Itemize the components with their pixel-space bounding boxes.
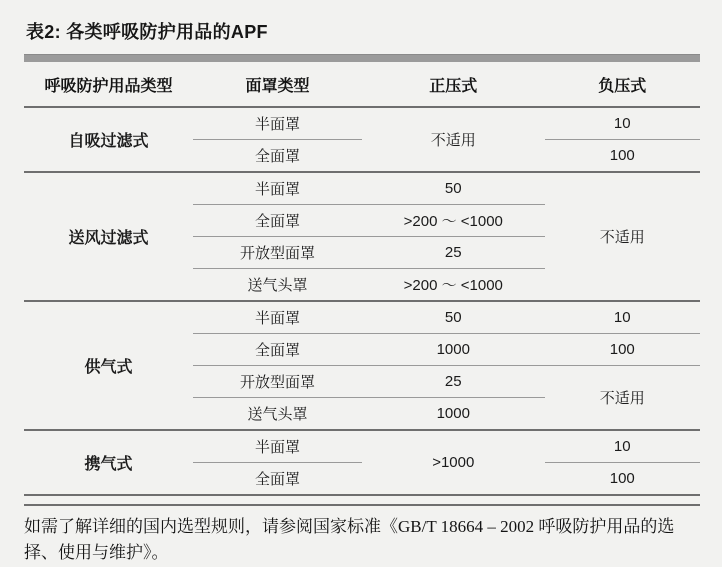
cell-negative-pressure: 10 [545,430,700,463]
cell-negative-pressure: 10 [545,107,700,140]
cell-positive-pressure: 25 [362,366,545,398]
cell-mask-type: 开放型面罩 [193,237,362,269]
cell-positive-pressure: 不适用 [430,132,476,149]
column-header-mask-type: 面罩类型 [193,62,362,107]
title-divider [24,54,700,62]
cell-positive-pressure: 1000 [436,405,470,422]
apf-table [24,62,700,496]
cell-equipment-type: 供气式 [24,301,193,430]
cell-mask-type: 开放型面罩 [193,366,362,398]
cell-mask-type: 半面罩 [193,107,362,140]
cell-mask-type: 送气头罩 [247,277,308,294]
cell-mask-type: 全面罩 [193,205,362,237]
cell-negative-pressure: 100 [545,463,700,496]
table-row [24,172,700,205]
cell-mask-type: 全面罩 [193,463,362,496]
cell-positive-pressure: >200 ～ <1000 [362,205,545,237]
cell-equipment-type: 自吸过滤式 [68,133,149,150]
cell-positive-pressure: 25 [362,237,545,269]
cell-negative-pressure: 不适用 [545,172,700,301]
cell-equipment-type: 送风过滤式 [24,172,193,301]
cell-mask-type: 全面罩 [193,334,362,366]
cell-negative-pressure: 10 [545,301,700,334]
cell-mask-type: 半面罩 [193,430,362,463]
page-title: 表2: 各类呼吸防护用品的APF [26,22,268,42]
cell-negative-pressure: 不适用 [599,390,645,407]
cell-mask-type: 送气头罩 [247,406,308,423]
cell-mask-type: 半面罩 [193,172,362,205]
column-header-negative-pressure: 负压式 [545,62,700,107]
cell-equipment-type: 携气式 [24,430,193,495]
cell-mask-type: 全面罩 [254,148,300,165]
cell-mask-type: 半面罩 [193,301,362,334]
table-header [24,62,700,107]
cell-negative-pressure: 100 [545,334,700,366]
table-body [24,107,700,495]
cell-positive-pressure: 1000 [362,334,545,366]
table-row [24,301,700,334]
cell-negative-pressure: 100 [609,147,635,164]
table-row [24,430,700,463]
table-row [24,107,700,140]
cell-positive-pressure: 50 [362,172,545,205]
column-header-equipment-type: 呼吸防护用品类型 [24,62,193,107]
table-header-row [24,62,700,107]
footnote: 如需了解详细的国内选型规则，请参阅国家标准《GB/T 18664 – 2002 呼吸防护用品的选择、使用与维护》。 [24,504,700,567]
cell-positive-pressure: 50 [362,301,545,334]
column-header-positive-pressure: 正压式 [362,62,545,107]
cell-positive-pressure: >1000 [362,430,545,495]
cell-positive-pressure: >200 ～ <1000 [403,277,503,294]
